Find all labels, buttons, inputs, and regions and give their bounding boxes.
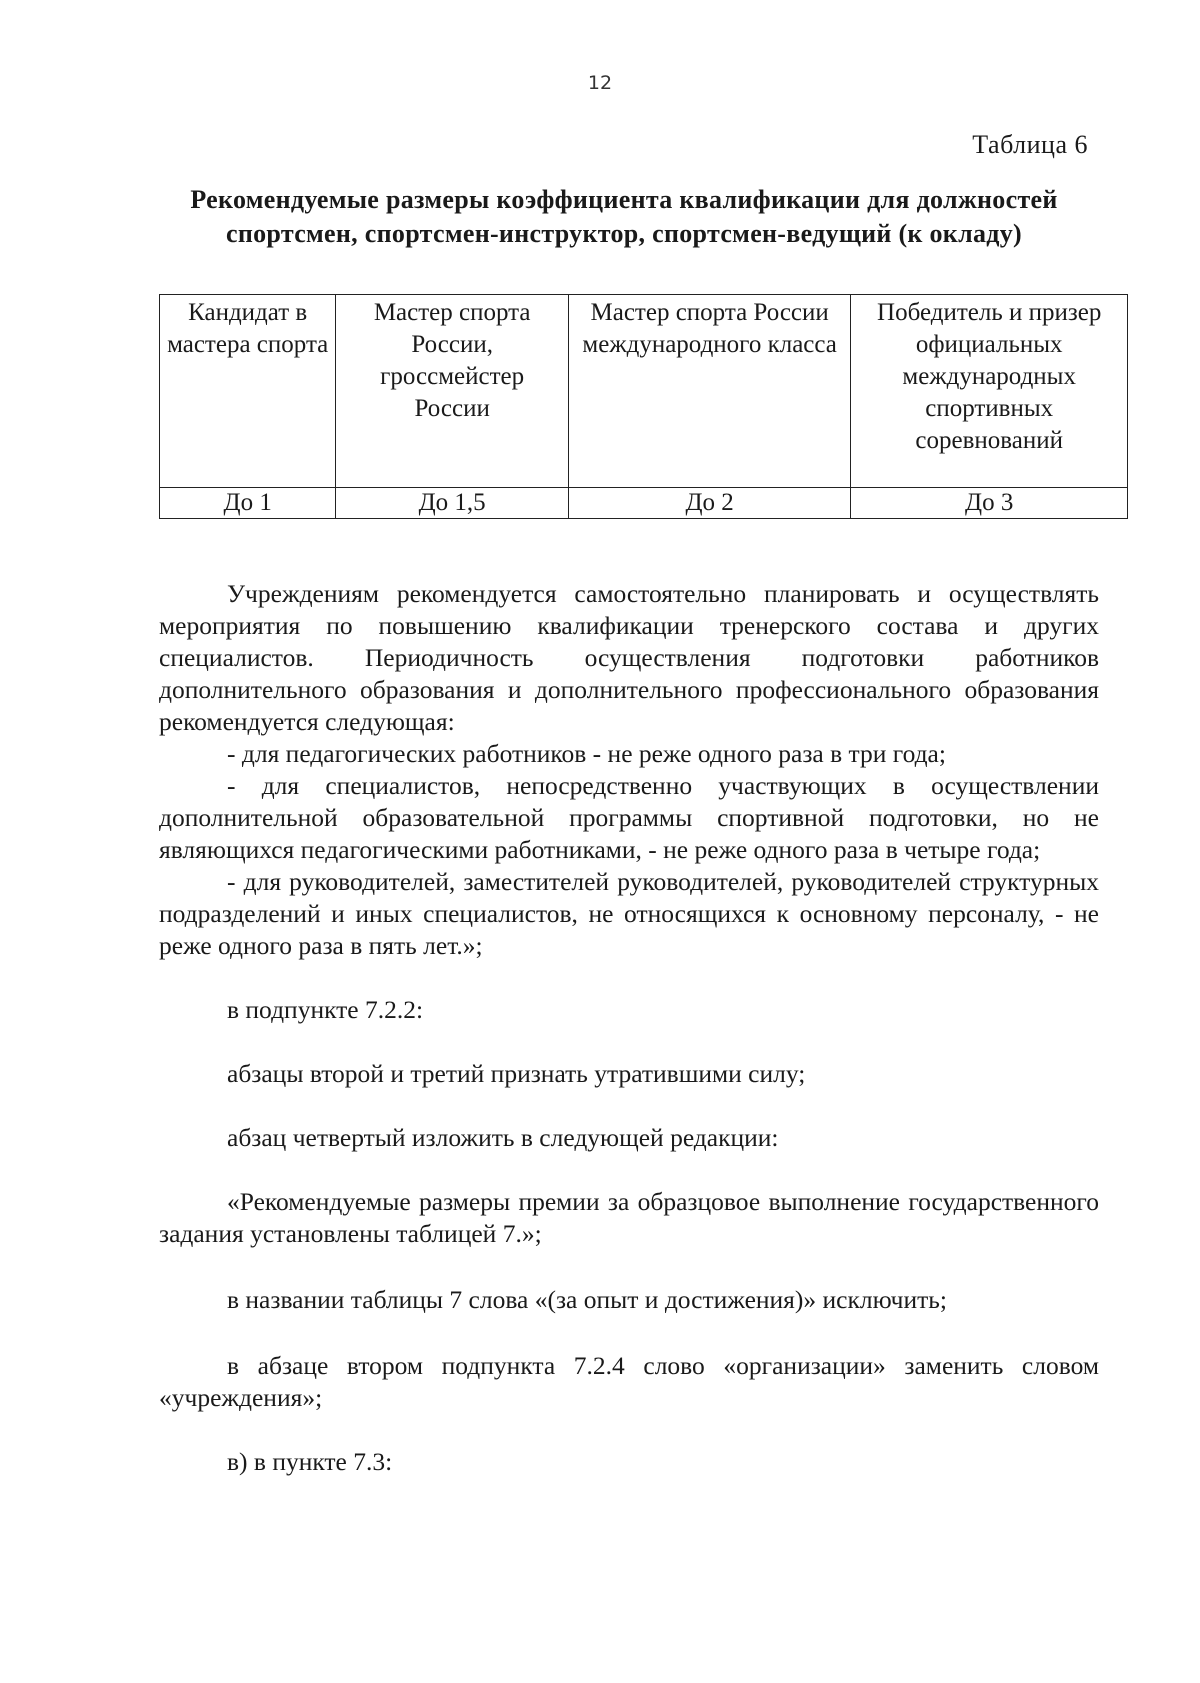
- header-cell-master-of-sport: Мастер спорта России, гроссмейстер России: [336, 295, 569, 488]
- value-cell: До 2: [568, 488, 850, 519]
- paragraph-training-intro: Учреждениям рекомендуется самостоятельно планировать и осуществлять мероприятия по повышению квалификации тренерского состава и других специалистов. Периодичность осуществления подготовки работников дополнительного образования и дополнительного профессионального образования рекомендуется следующая:: [159, 579, 1099, 736]
- document-body: [159, 578, 1099, 1478]
- paragraph-specialists: - для специалистов, непосредственно участвующих в осуществлении дополнительной образовательной программы спортивной подготовки, но не являющихся педагогическими работниками, - не реже одного раза в четыре года;: [159, 771, 1099, 864]
- value-cell: До 1,5: [336, 488, 569, 519]
- value-cell: До 1: [160, 488, 336, 519]
- paragraph-recommended-bonus: «Рекомендуемые размеры премии за образцовое выполнение государственного задания установлены таблицей 7.»;: [159, 1187, 1099, 1248]
- header-cell-international-master: Мастер спорта России международного класса: [568, 295, 850, 488]
- paragraph-table-7-title: в названии таблицы 7 слова «(за опыт и достижения)» исключить;: [227, 1285, 948, 1314]
- paragraph-subclause-7-2-2: в подпункте 7.2.2:: [227, 995, 424, 1024]
- table-title-line-1: Рекомендуемые размеры коэффициента квалификации для должностей: [190, 185, 1058, 214]
- paragraph-subclause-7-2-4: в абзаце втором подпункта 7.2.4 слово «организации» заменить словом «учреждения»;: [159, 1351, 1099, 1412]
- paragraph-invalidate: абзацы второй и третий признать утратившими силу;: [227, 1059, 806, 1088]
- table-label: Таблица 6: [972, 130, 1088, 159]
- paragraph-managers: - для руководителей, заместителей руководителей, руководителей структурных подразделений и иных специалистов, не относящихся к основному персоналу, - не реже одного раза в пять лет.»;: [159, 867, 1099, 960]
- page-number: 12: [587, 72, 613, 94]
- table-header-row: [160, 295, 1128, 488]
- table-values-row: [160, 488, 1128, 519]
- value-cell: До 3: [851, 488, 1128, 519]
- paragraph-fourth-abzac: абзац четвертый изложить в следующей редакции:: [227, 1123, 779, 1152]
- table-title-line-2: спортсмен, спортсмен-инструктор, спортсмен-ведущий (к окладу): [225, 219, 1022, 248]
- paragraph-clause-7-3: в) в пункте 7.3:: [227, 1447, 393, 1476]
- table-title: [120, 183, 1128, 251]
- header-cell-candidate-master: Кандидат в мастера спорта: [160, 295, 336, 488]
- paragraph-pedagogical-workers: - для педагогических работников - не реже одного раза в три года;: [227, 739, 946, 768]
- header-cell-winner-prizewinner: Победитель и призер официальных международных спортивных соревнований: [851, 295, 1128, 488]
- qualification-coefficient-table: [159, 294, 1128, 519]
